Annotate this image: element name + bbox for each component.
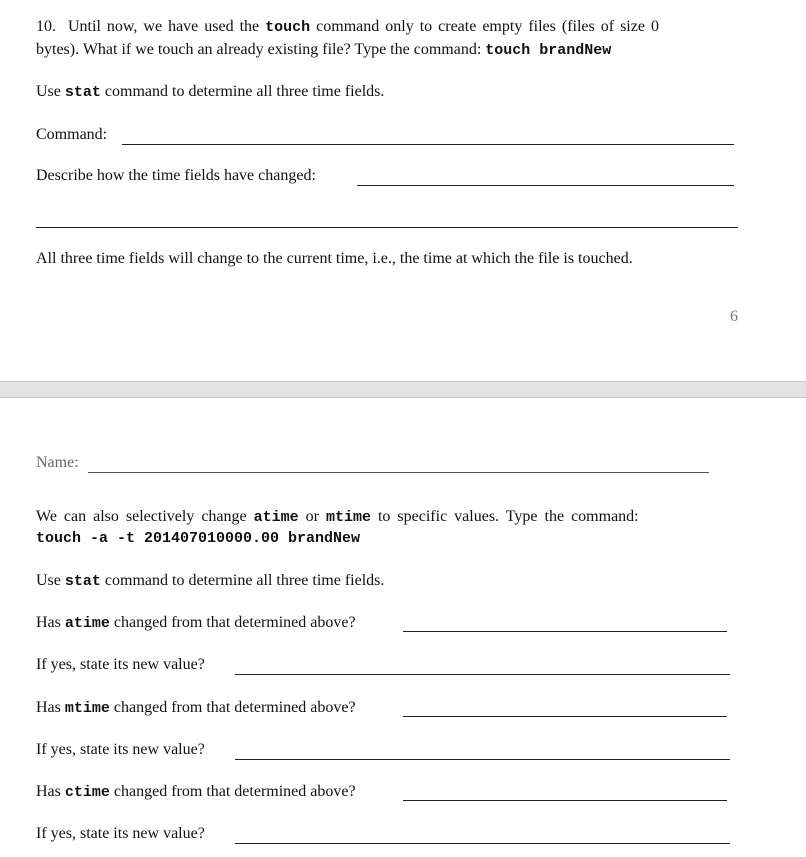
describe-answer-blank[interactable] [357, 185, 734, 186]
touch-a-t-command: touch -a -t 201407010000.00 brandNew [36, 530, 361, 547]
describe-label: Describe how the time fields have changed: [36, 167, 316, 184]
ctime-ifyes-label: If yes, state its new value? [36, 825, 205, 842]
stat-command-inline: stat [64, 84, 101, 101]
worksheet-page-6 [0, 0, 806, 381]
question-number: 10. [36, 18, 56, 35]
atime-ifyes-label: If yes, state its new value? [36, 656, 205, 673]
stat-instruction-2: Use stat command to determine all three time fields. [36, 572, 385, 590]
mtime-changed-blank[interactable] [403, 716, 727, 717]
worksheet-page-7 [0, 398, 806, 857]
page-break [0, 381, 806, 398]
page-number: 6 [730, 308, 738, 325]
command-label: Command: [36, 126, 108, 143]
atime-question: Has atime changed from that determined above? [36, 614, 356, 632]
command-answer-blank[interactable] [122, 144, 734, 145]
stat-command-inline: stat [64, 573, 101, 590]
ctime-changed-blank[interactable] [403, 800, 727, 801]
question-10-line-2: bytes). What if we touch an already existing file? Type the command: touch brandNew [36, 41, 612, 59]
describe-answer-blank-2[interactable] [36, 227, 738, 228]
ctime-question: Has ctime changed from that determined above? [36, 783, 356, 801]
ctime-new-value-blank[interactable] [235, 843, 730, 844]
atime-changed-blank[interactable] [403, 631, 727, 632]
stat-instruction: Use stat command to determine all three time fields. [36, 83, 385, 101]
mtime-question: Has mtime changed from that determined above? [36, 699, 356, 717]
touch-brandnew-command: touch brandNew [485, 42, 612, 59]
mtime-ifyes-label: If yes, state its new value? [36, 741, 205, 758]
name-blank[interactable] [88, 472, 709, 473]
question-10-line-1: 10. Until now, we have used the touch command only to create empty files (files of size 0 [36, 18, 659, 36]
name-label: Name: [36, 454, 79, 471]
intro-line-1: We can also selectively change atime or mtime to specific values. Type the command: [36, 508, 639, 526]
answer-text: All three time fields will change to the current time, i.e., the time at which the file is touched. [36, 250, 633, 267]
touch-command-inline: touch [265, 19, 311, 36]
atime-new-value-blank[interactable] [235, 674, 730, 675]
mtime-new-value-blank[interactable] [235, 759, 730, 760]
